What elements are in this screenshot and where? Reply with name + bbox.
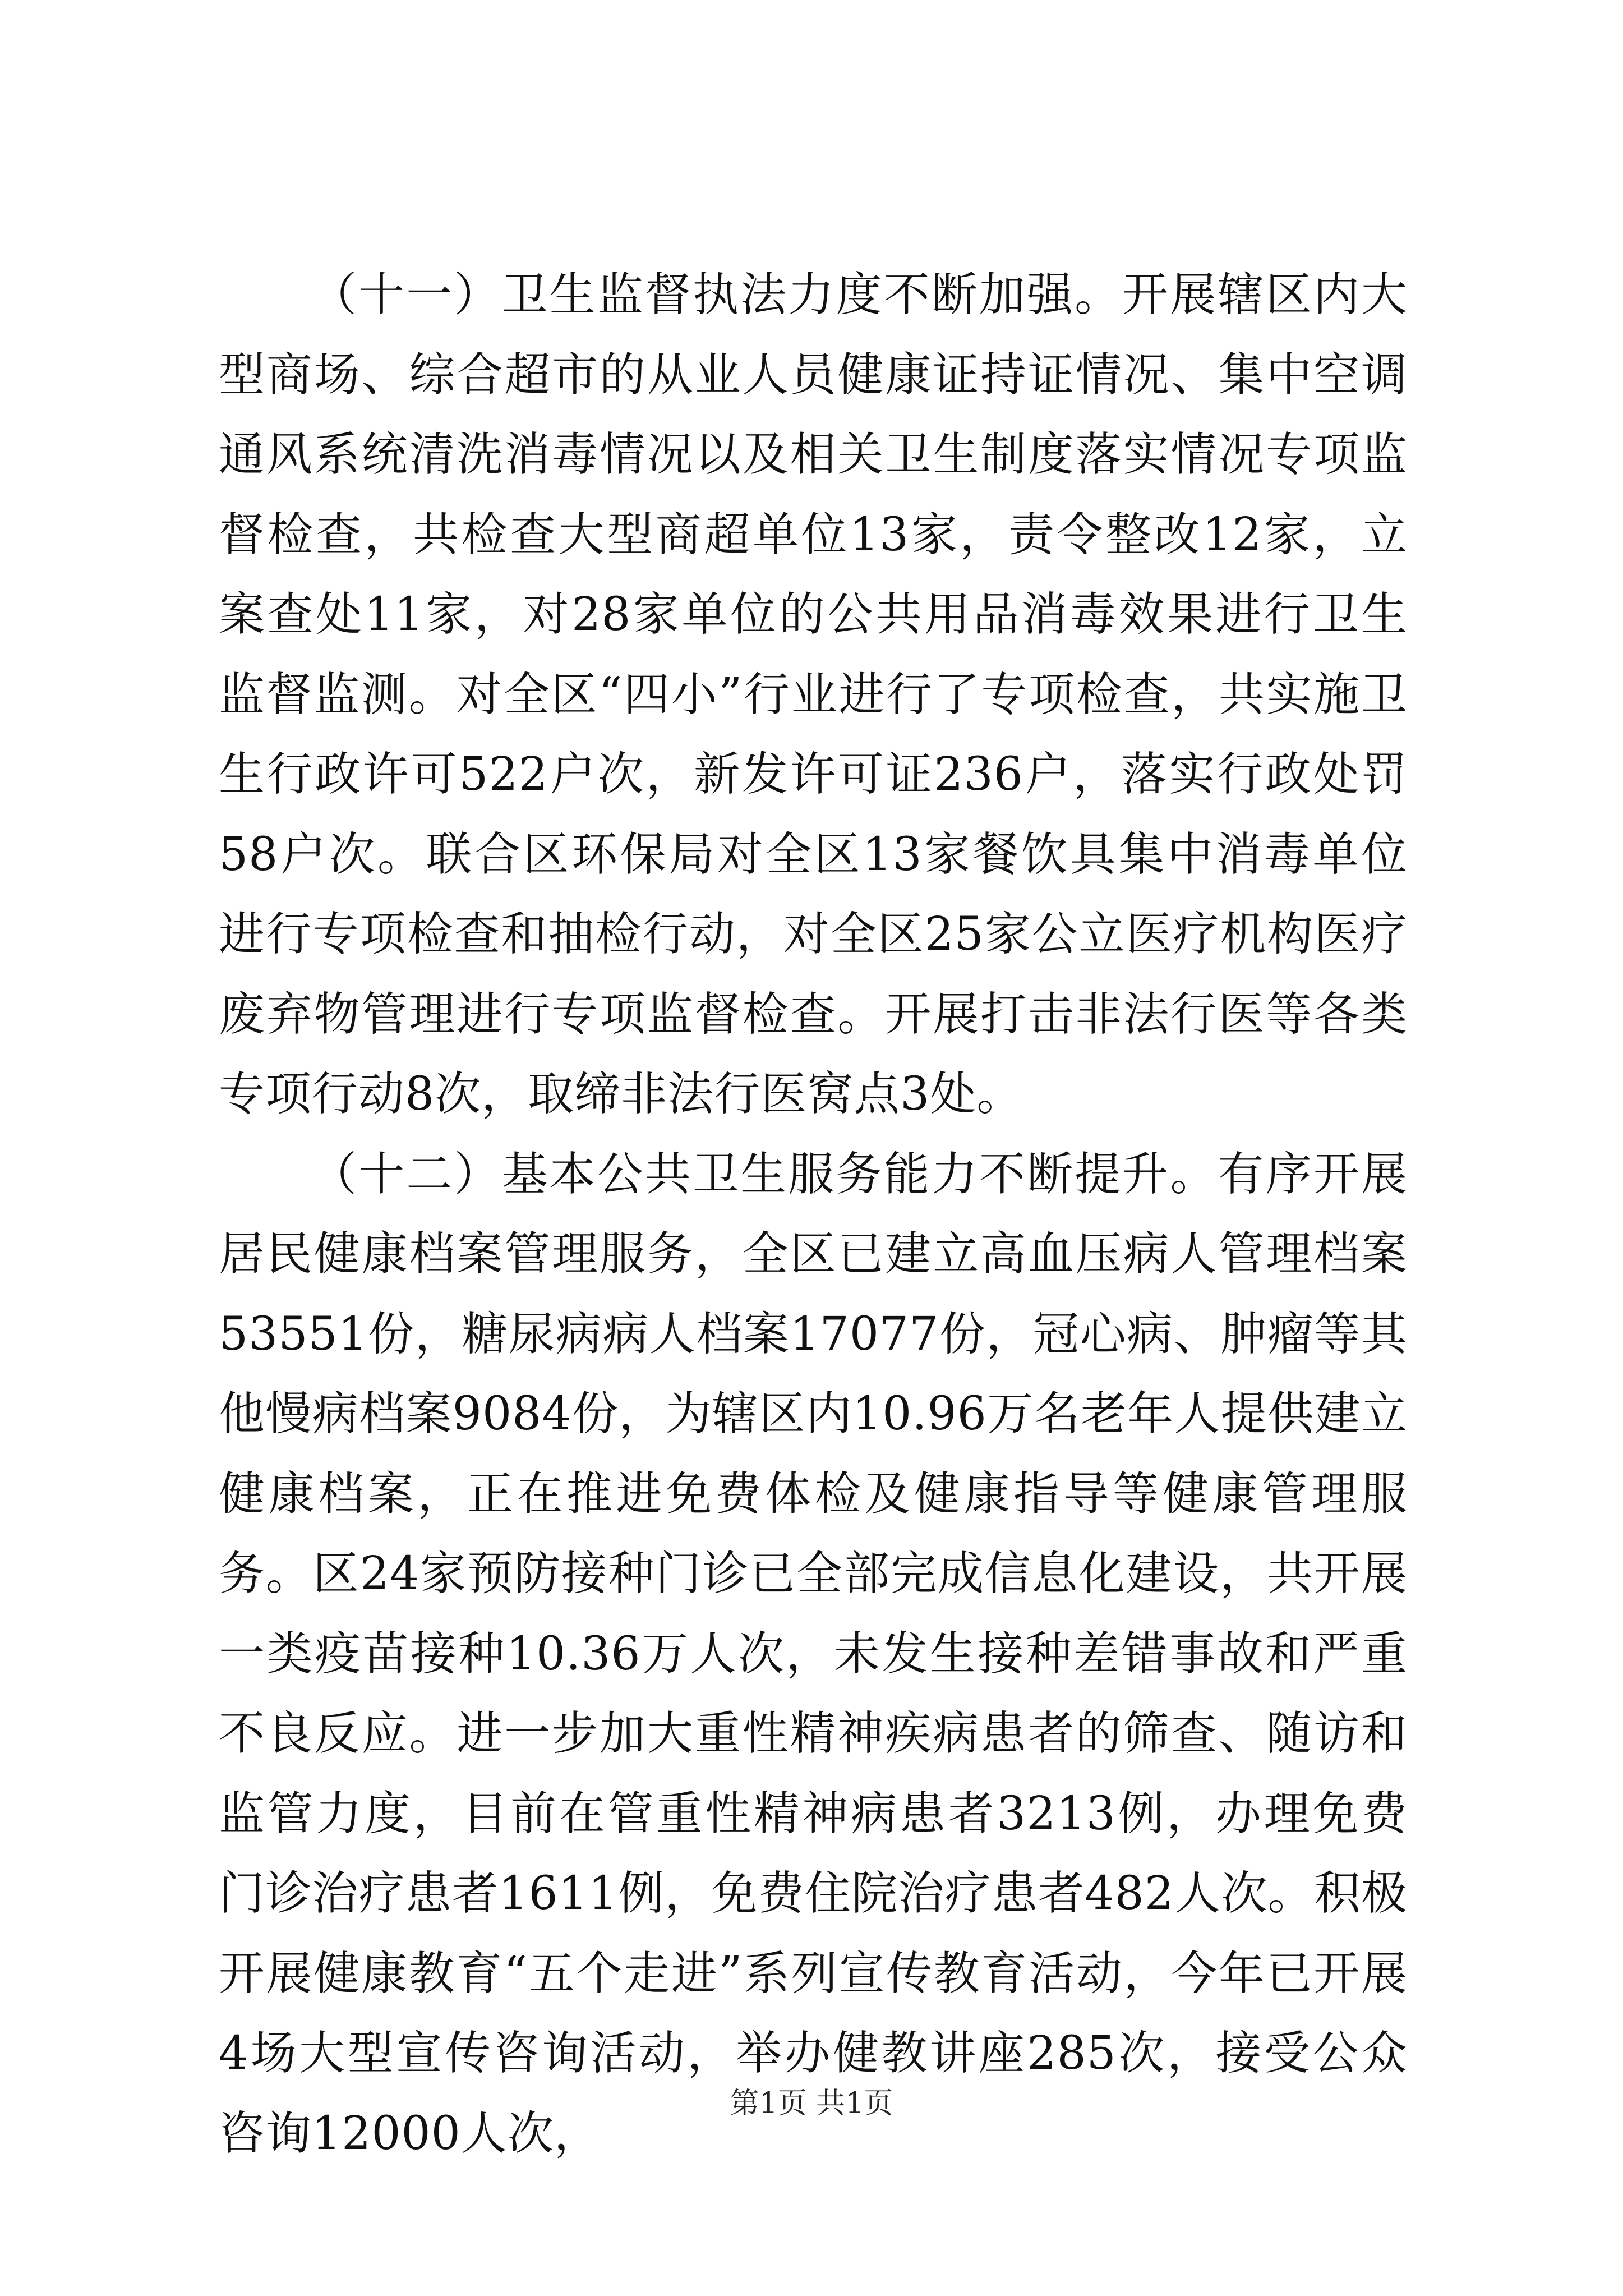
page-number: 第1页 共1页 <box>730 2087 893 2120</box>
document-body <box>219 255 1408 2174</box>
page-footer <box>0 2084 1623 2123</box>
paragraph-12-public-health-services: （十二）基本公共卫生服务能力不断提升。有序开展居民健康档案管理服务，全区已建立高血压病人管理档案53551份，糖尿病病人档案17077份，冠心病、肿瘤等其他慢病档案9084份，为辖区内10.96万名老年人提供建立健康档案，正在推进免费体检及健康指导等健康管理服务。区24家预防接种门诊已全部完成信息化建设，共开展一类疫苗接种10.36万人次，未发生接种差错事故和严重不良反应。进一步加大重性精神疾病患者的筛查、随访和监管力度，目前在管重性精神病患者3213例，办理免费门诊治疗患者1611例，免费住院治疗患者482人次。积极开展健康教育“五个走进”系列宣传教育活动，今年已开展4场大型宣传咨询活动，举办健教讲座285次，接受公众咨询12000人次， <box>219 1147 1408 2160</box>
paragraph-11-health-supervision: （十一）卫生监督执法力度不断加强。开展辖区内大型商场、综合超市的从业人员健康证持证情况、集中空调通风系统清洗消毒情况以及相关卫生制度落实情况专项监督检查，共检查大型商超单位13家，责令整改12家，立案查处11家，对28家单位的公共用品消毒效果进行卫生监督监测。对全区“四小”行业进行了专项检查，共实施卫生行政许可522户次，新发许可证236户，落实行政处罚58户次。联合区环保局对全区13家餐饮具集中消毒单位进行专项检查和抽检行动，对全区25家公立医疗机构医疗废弃物管理进行专项监督检查。开展打击非法行医等各类专项行动8次，取缔非法行医窝点3处。 <box>219 268 1408 1121</box>
